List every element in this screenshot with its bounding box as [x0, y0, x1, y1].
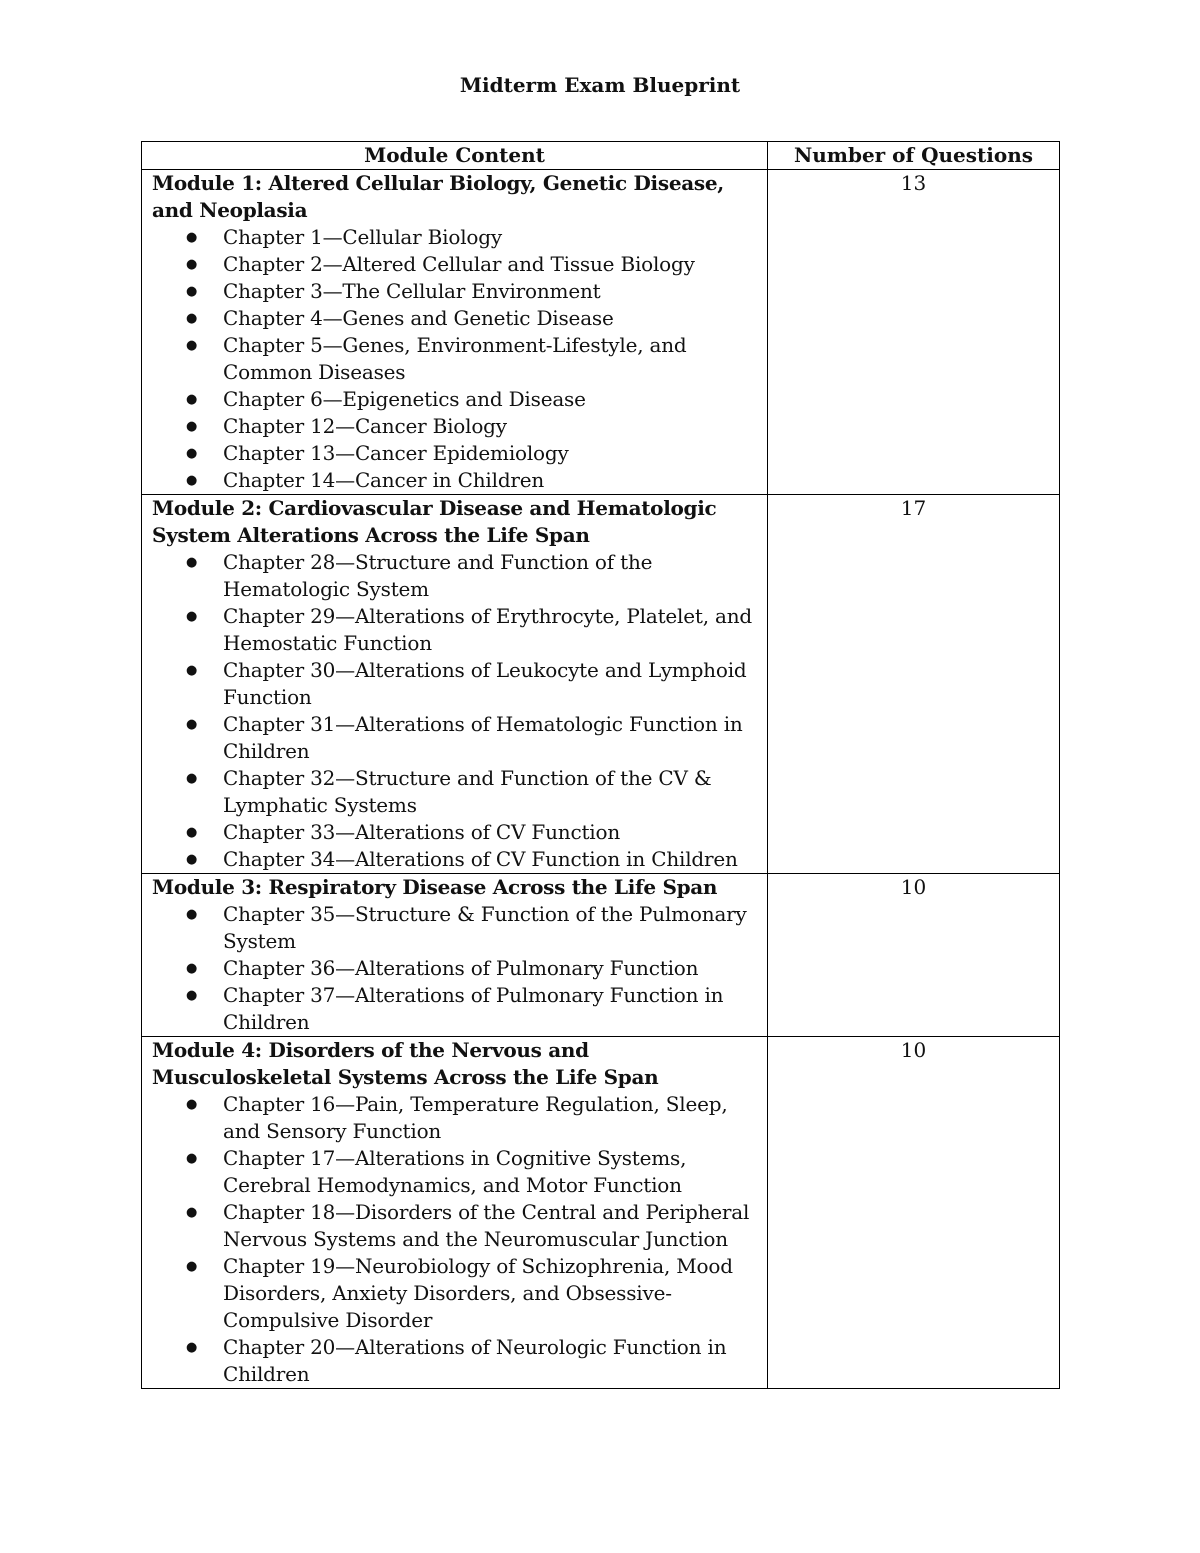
module-content-cell: [142, 1037, 768, 1389]
module-title: Module 1: Altered Cellular Biology, Genetic Disease, and Neoplasia: [152, 171, 724, 222]
chapter-item: ● Chapter 36—Alterations of Pulmonary Function: [223, 955, 767, 982]
chapter-list: [152, 224, 767, 494]
module-row-1: [142, 170, 1060, 495]
chapter-item: ● Chapter 19—Neurobiology of Schizophrenia, Mood Disorders, Anxiety Disorders, and Obsessive-Compulsive Disorder: [223, 1253, 767, 1334]
chapter-item: ● Chapter 3—The Cellular Environment: [223, 278, 767, 305]
chapter-item: ● Chapter 1—Cellular Biology: [223, 224, 767, 251]
module-content-cell: [142, 170, 768, 495]
question-count: 10: [768, 1037, 1060, 1389]
chapter-item: ● Chapter 33—Alterations of CV Function: [223, 819, 767, 846]
module-row-4: [142, 1037, 1060, 1389]
chapter-item: ● Chapter 28—Structure and Function of the Hematologic System: [223, 549, 767, 603]
module-title: Module 2: Cardiovascular Disease and Hematologic System Alterations Across the Life Span: [152, 496, 717, 547]
chapter-item: ● Chapter 4—Genes and Genetic Disease: [223, 305, 767, 332]
question-count: 17: [768, 495, 1060, 874]
chapter-item: ● Chapter 37—Alterations of Pulmonary Function in Children: [223, 982, 767, 1036]
chapter-item: ● Chapter 17—Alterations in Cognitive Systems, Cerebral Hemodynamics, and Motor Function: [223, 1145, 767, 1199]
chapter-item: ● Chapter 14—Cancer in Children: [223, 467, 767, 494]
chapter-item: ● Chapter 6—Epigenetics and Disease: [223, 386, 767, 413]
chapter-item: ● Chapter 34—Alterations of CV Function in Children: [223, 846, 767, 873]
chapter-item: ● Chapter 32—Structure and Function of the CV & Lymphatic Systems: [223, 765, 767, 819]
module-title: Module 3: Respiratory Disease Across the Life Span: [152, 875, 718, 899]
blueprint-table: [141, 141, 1060, 1389]
chapter-item: ● Chapter 13—Cancer Epidemiology: [223, 440, 767, 467]
chapter-item: ● Chapter 2—Altered Cellular and Tissue Biology: [223, 251, 767, 278]
column-header-module-content: Module Content: [142, 142, 768, 170]
chapter-item: ● Chapter 12—Cancer Biology: [223, 413, 767, 440]
module-row-3: [142, 874, 1060, 1037]
chapter-item: ● Chapter 18—Disorders of the Central and Peripheral Nervous Systems and the Neuromuscular Junction: [223, 1199, 767, 1253]
chapter-list: [152, 901, 767, 1036]
chapter-item: ● Chapter 31—Alterations of Hematologic Function in Children: [223, 711, 767, 765]
chapter-list: [152, 1091, 767, 1388]
chapter-item: ● Chapter 29—Alterations of Erythrocyte, Platelet, and Hemostatic Function: [223, 603, 767, 657]
column-header-number-of-questions: Number of Questions: [768, 142, 1060, 170]
chapter-list: [152, 549, 767, 873]
chapter-item: ● Chapter 5—Genes, Environment-Lifestyle, and Common Diseases: [223, 332, 767, 386]
module-title: Module 4: Disorders of the Nervous and Musculoskeletal Systems Across the Life Span: [152, 1038, 659, 1089]
question-count: 10: [768, 874, 1060, 1037]
table-header-row: [142, 142, 1060, 170]
chapter-item: ● Chapter 20—Alterations of Neurologic Function in Children: [223, 1334, 767, 1388]
module-content-cell: [142, 874, 768, 1037]
chapter-item: ● Chapter 35—Structure & Function of the Pulmonary System: [223, 901, 767, 955]
module-content-cell: [142, 495, 768, 874]
chapter-item: ● Chapter 16—Pain, Temperature Regulation, Sleep, and Sensory Function: [223, 1091, 767, 1145]
document-title: Midterm Exam Blueprint: [459, 73, 741, 97]
chapter-item: ● Chapter 30—Alterations of Leukocyte and Lymphoid Function: [223, 657, 767, 711]
question-count: 13: [768, 170, 1060, 495]
module-row-2: [142, 495, 1060, 874]
